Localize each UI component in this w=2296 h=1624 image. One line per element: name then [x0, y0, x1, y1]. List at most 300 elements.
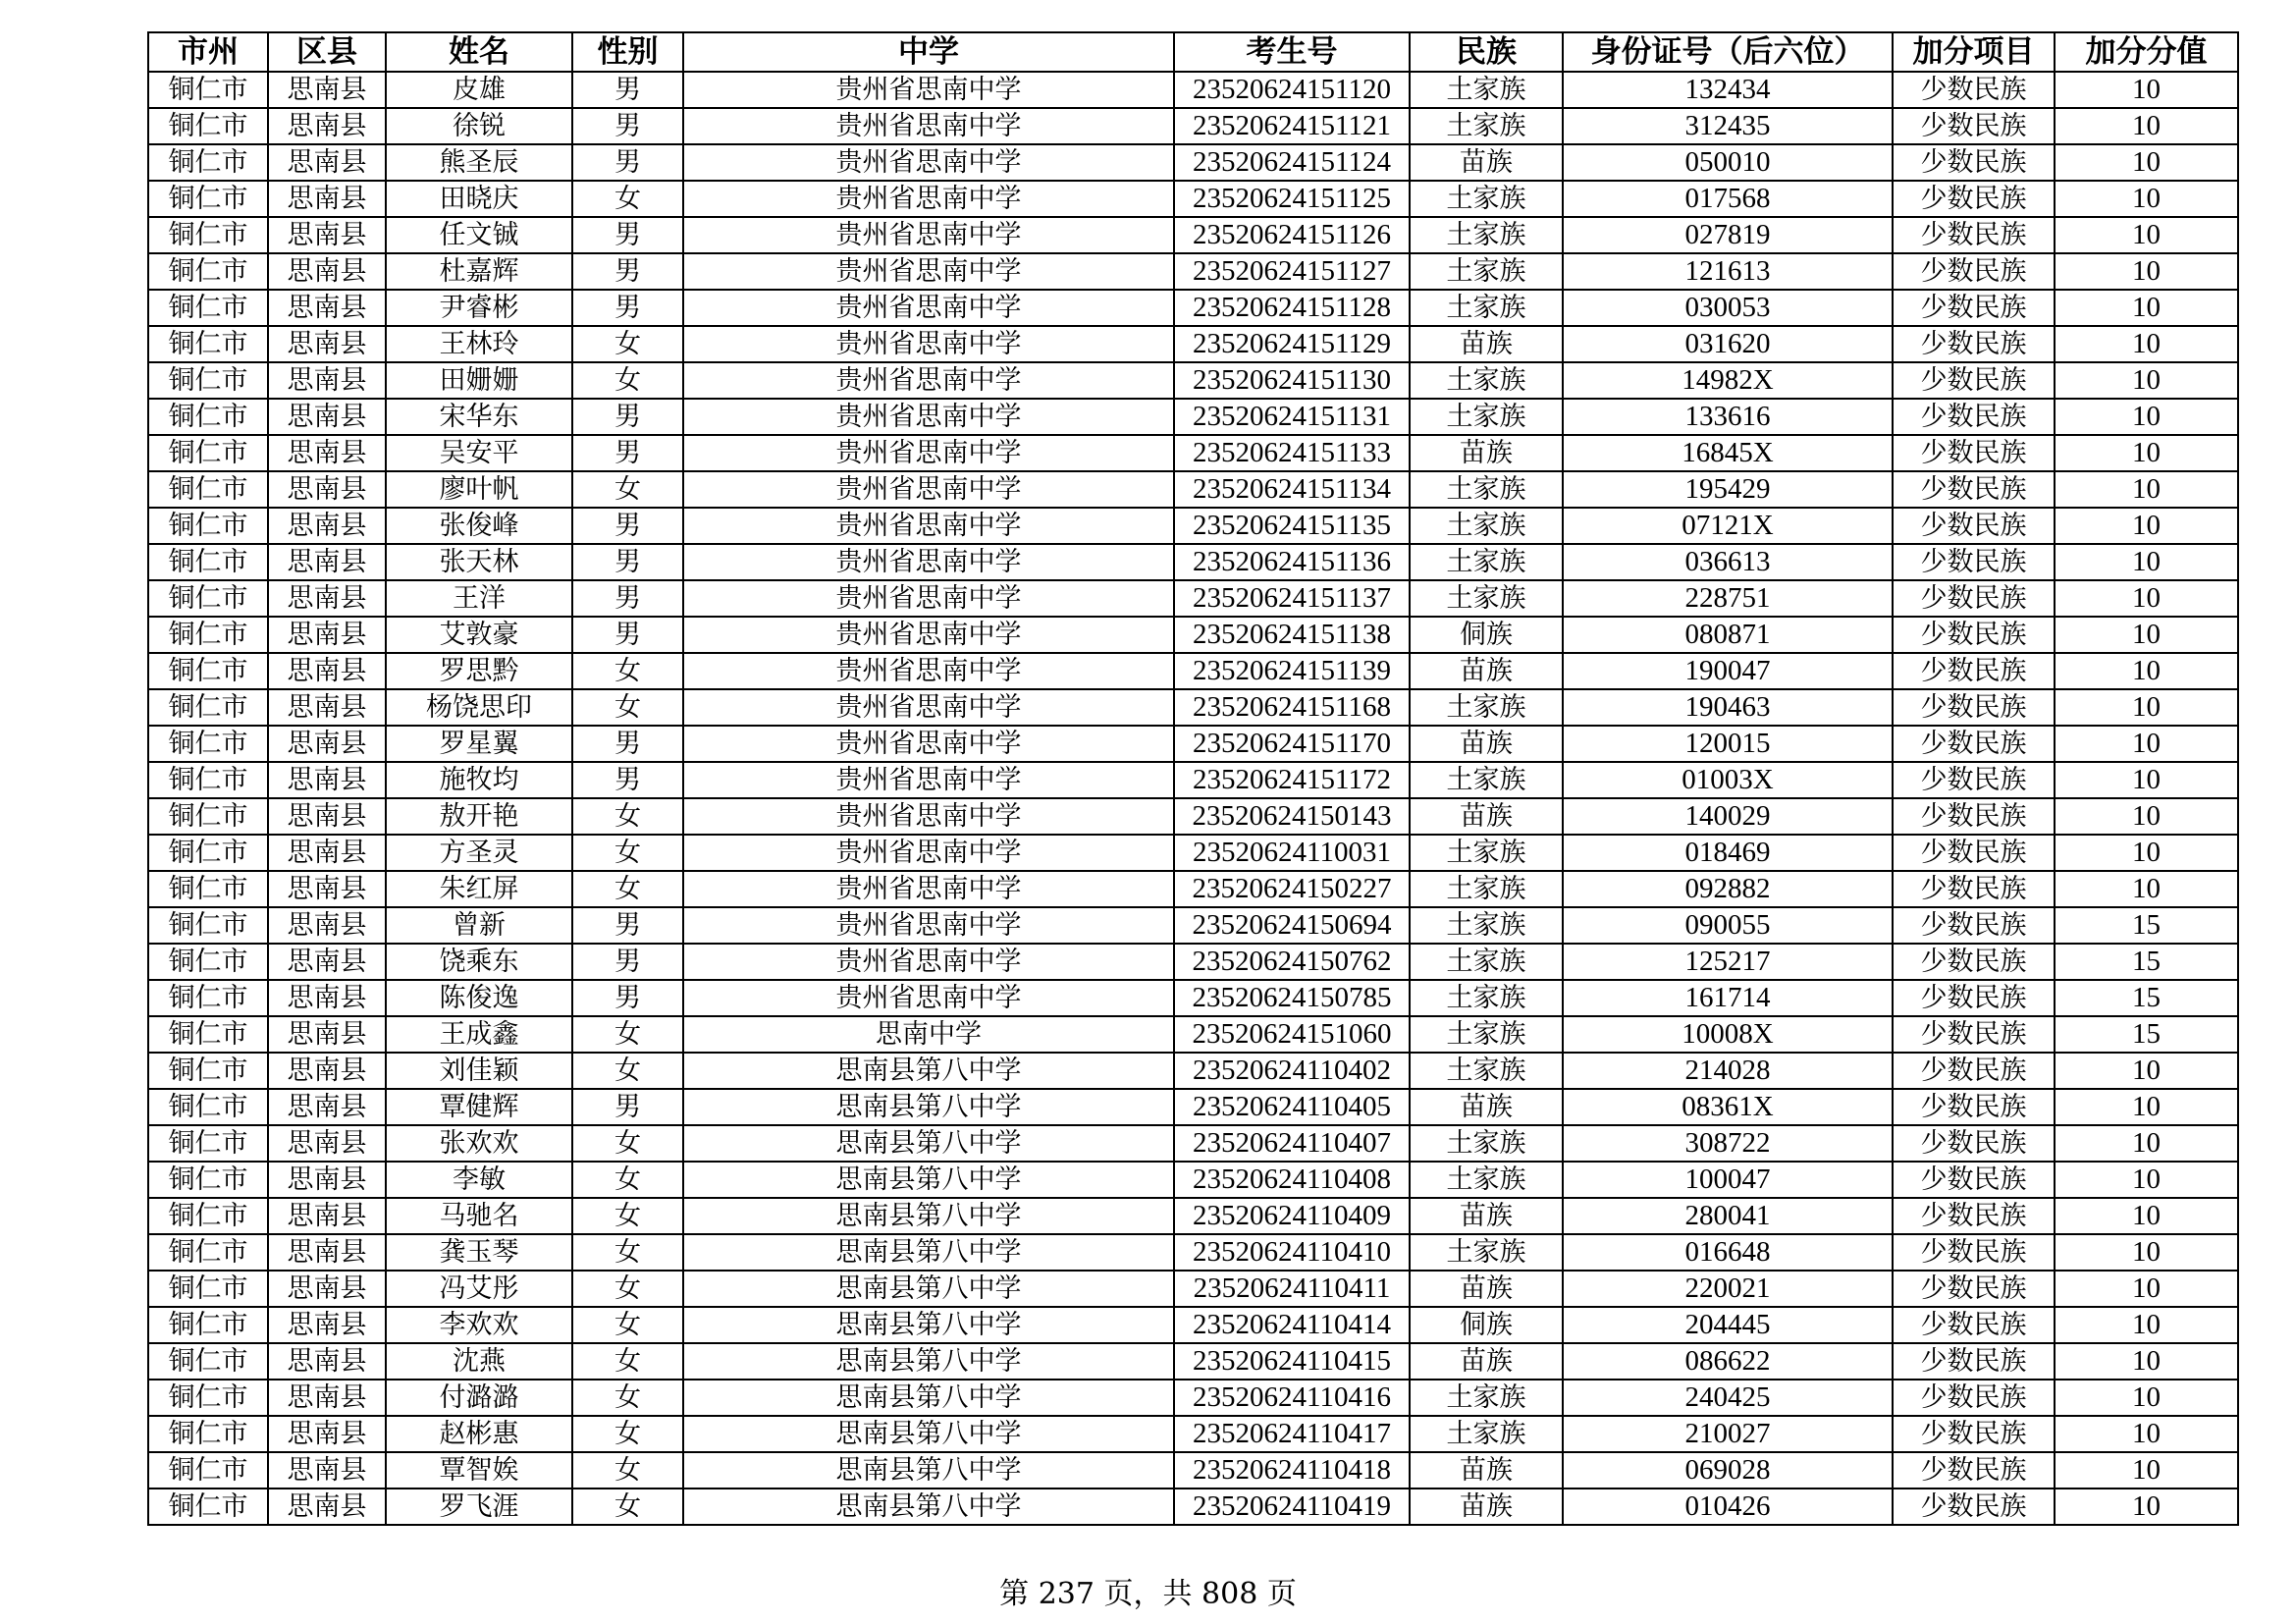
cell-ethnicity: 土家族 [1410, 1162, 1563, 1198]
cell-city: 铜仁市 [148, 1452, 268, 1489]
cell-exam-number: 23520624110405 [1174, 1089, 1410, 1125]
cell-exam-number: 23520624151134 [1174, 471, 1410, 508]
cell-bonus-value: 15 [2055, 944, 2238, 980]
cell-ethnicity: 土家族 [1410, 835, 1563, 871]
cell-bonus-item: 少数民族 [1893, 1162, 2055, 1198]
cell-bonus-item: 少数民族 [1893, 290, 2055, 326]
cell-id-last-six: 120015 [1563, 726, 1893, 762]
cell-id-last-six: 280041 [1563, 1198, 1893, 1234]
cell-school: 贵州省思南中学 [683, 762, 1174, 798]
table-row [148, 580, 2238, 617]
cell-bonus-value: 10 [2055, 726, 2238, 762]
cell-city: 铜仁市 [148, 1016, 268, 1053]
cell-bonus-value: 10 [2055, 508, 2238, 544]
cell-exam-number: 23520624151139 [1174, 653, 1410, 689]
cell-county: 思南县 [268, 290, 386, 326]
cell-city: 铜仁市 [148, 617, 268, 653]
table-row [148, 1162, 2238, 1198]
table-row [148, 508, 2238, 544]
cell-school: 贵州省思南中学 [683, 580, 1174, 617]
table-row [148, 435, 2238, 471]
cell-gender: 女 [572, 1234, 683, 1271]
cell-exam-number: 23520624151121 [1174, 108, 1410, 144]
cell-exam-number: 23520624110408 [1174, 1162, 1410, 1198]
cell-name: 赵彬惠 [386, 1416, 572, 1452]
cell-bonus-item: 少数民族 [1893, 1271, 2055, 1307]
cell-city: 铜仁市 [148, 1343, 268, 1380]
cell-id-last-six: 01003X [1563, 762, 1893, 798]
cell-name: 罗星翼 [386, 726, 572, 762]
cell-gender: 女 [572, 1198, 683, 1234]
cell-id-last-six: 16845X [1563, 435, 1893, 471]
cell-ethnicity: 苗族 [1410, 1452, 1563, 1489]
cell-bonus-item: 少数民族 [1893, 944, 2055, 980]
header-exam-number: 考生号 [1174, 32, 1410, 72]
cell-gender: 女 [572, 1452, 683, 1489]
cell-ethnicity: 土家族 [1410, 580, 1563, 617]
table-row [148, 1489, 2238, 1525]
cell-name: 王成鑫 [386, 1016, 572, 1053]
cell-city: 铜仁市 [148, 871, 268, 907]
cell-bonus-item: 少数民族 [1893, 762, 2055, 798]
cell-exam-number: 23520624151168 [1174, 689, 1410, 726]
cell-school: 思南县第八中学 [683, 1053, 1174, 1089]
cell-county: 思南县 [268, 1053, 386, 1089]
header-bonus-value: 加分分值 [2055, 32, 2238, 72]
cell-gender: 男 [572, 72, 683, 108]
cell-county: 思南县 [268, 689, 386, 726]
cell-ethnicity: 土家族 [1410, 689, 1563, 726]
cell-city: 铜仁市 [148, 144, 268, 181]
cell-name: 田姗姗 [386, 362, 572, 399]
cell-bonus-value: 10 [2055, 144, 2238, 181]
cell-gender: 女 [572, 1416, 683, 1452]
cell-exam-number: 23520624110419 [1174, 1489, 1410, 1525]
cell-county: 思南县 [268, 944, 386, 980]
cell-exam-number: 23520624151126 [1174, 217, 1410, 253]
cell-gender: 男 [572, 980, 683, 1016]
table-row [148, 326, 2238, 362]
cell-bonus-item: 少数民族 [1893, 362, 2055, 399]
cell-id-last-six: 080871 [1563, 617, 1893, 653]
cell-county: 思南县 [268, 907, 386, 944]
cell-ethnicity: 土家族 [1410, 1125, 1563, 1162]
cell-city: 铜仁市 [148, 1125, 268, 1162]
cell-gender: 女 [572, 871, 683, 907]
cell-ethnicity: 苗族 [1410, 144, 1563, 181]
cell-bonus-value: 10 [2055, 1125, 2238, 1162]
cell-name: 宋华东 [386, 399, 572, 435]
cell-ethnicity: 苗族 [1410, 1089, 1563, 1125]
cell-bonus-item: 少数民族 [1893, 689, 2055, 726]
cell-id-last-six: 10008X [1563, 1016, 1893, 1053]
cell-gender: 男 [572, 217, 683, 253]
cell-exam-number: 23520624150227 [1174, 871, 1410, 907]
cell-exam-number: 23520624151130 [1174, 362, 1410, 399]
cell-city: 铜仁市 [148, 72, 268, 108]
cell-bonus-item: 少数民族 [1893, 326, 2055, 362]
cell-id-last-six: 308722 [1563, 1125, 1893, 1162]
cell-gender: 女 [572, 181, 683, 217]
cell-exam-number: 23520624150143 [1174, 798, 1410, 835]
cell-county: 思南县 [268, 762, 386, 798]
cell-county: 思南县 [268, 1380, 386, 1416]
cell-bonus-item: 少数民族 [1893, 1198, 2055, 1234]
cell-name: 覃健辉 [386, 1089, 572, 1125]
cell-city: 铜仁市 [148, 399, 268, 435]
cell-id-last-six: 125217 [1563, 944, 1893, 980]
cell-id-last-six: 027819 [1563, 217, 1893, 253]
cell-id-last-six: 030053 [1563, 290, 1893, 326]
cell-exam-number: 23520624110407 [1174, 1125, 1410, 1162]
cell-county: 思南县 [268, 1307, 386, 1343]
cell-bonus-item: 少数民族 [1893, 1380, 2055, 1416]
cell-id-last-six: 195429 [1563, 471, 1893, 508]
table-row [148, 290, 2238, 326]
cell-bonus-value: 10 [2055, 181, 2238, 217]
cell-school: 贵州省思南中学 [683, 217, 1174, 253]
cell-bonus-value: 10 [2055, 1271, 2238, 1307]
cell-city: 铜仁市 [148, 689, 268, 726]
cell-school: 贵州省思南中学 [683, 253, 1174, 290]
cell-bonus-item: 少数民族 [1893, 181, 2055, 217]
cell-id-last-six: 240425 [1563, 1380, 1893, 1416]
cell-bonus-value: 10 [2055, 1162, 2238, 1198]
cell-bonus-item: 少数民族 [1893, 217, 2055, 253]
cell-name: 李欢欢 [386, 1307, 572, 1343]
cell-bonus-value: 10 [2055, 871, 2238, 907]
cell-id-last-six: 07121X [1563, 508, 1893, 544]
cell-exam-number: 23520624150785 [1174, 980, 1410, 1016]
cell-bonus-item: 少数民族 [1893, 1452, 2055, 1489]
cell-bonus-value: 10 [2055, 617, 2238, 653]
cell-gender: 男 [572, 508, 683, 544]
cell-ethnicity: 土家族 [1410, 72, 1563, 108]
cell-name: 张欢欢 [386, 1125, 572, 1162]
cell-city: 铜仁市 [148, 726, 268, 762]
cell-county: 思南县 [268, 508, 386, 544]
cell-id-last-six: 161714 [1563, 980, 1893, 1016]
cell-ethnicity: 土家族 [1410, 1380, 1563, 1416]
cell-exam-number: 23520624151170 [1174, 726, 1410, 762]
cell-city: 铜仁市 [148, 1416, 268, 1452]
cell-name: 田晓庆 [386, 181, 572, 217]
cell-school: 贵州省思南中学 [683, 617, 1174, 653]
table-row [148, 108, 2238, 144]
cell-county: 思南县 [268, 1452, 386, 1489]
cell-county: 思南县 [268, 980, 386, 1016]
cell-school: 贵州省思南中学 [683, 980, 1174, 1016]
cell-name: 王洋 [386, 580, 572, 617]
cell-gender: 女 [572, 326, 683, 362]
header-row [148, 32, 2238, 72]
cell-exam-number: 23520624110409 [1174, 1198, 1410, 1234]
cell-bonus-item: 少数民族 [1893, 798, 2055, 835]
cell-bonus-item: 少数民族 [1893, 435, 2055, 471]
cell-bonus-value: 10 [2055, 217, 2238, 253]
cell-county: 思南县 [268, 1125, 386, 1162]
cell-id-last-six: 133616 [1563, 399, 1893, 435]
cell-name: 施牧均 [386, 762, 572, 798]
header-city: 市州 [148, 32, 268, 72]
cell-bonus-value: 10 [2055, 1089, 2238, 1125]
cell-county: 思南县 [268, 181, 386, 217]
cell-county: 思南县 [268, 72, 386, 108]
table-row [148, 471, 2238, 508]
cell-name: 廖叶帆 [386, 471, 572, 508]
table-row [148, 1343, 2238, 1380]
cell-bonus-value: 10 [2055, 1053, 2238, 1089]
cell-bonus-value: 15 [2055, 1016, 2238, 1053]
cell-bonus-item: 少数民族 [1893, 1489, 2055, 1525]
cell-gender: 男 [572, 108, 683, 144]
cell-county: 思南县 [268, 1271, 386, 1307]
cell-school: 思南县第八中学 [683, 1271, 1174, 1307]
cell-id-last-six: 140029 [1563, 798, 1893, 835]
cell-ethnicity: 土家族 [1410, 181, 1563, 217]
cell-id-last-six: 069028 [1563, 1452, 1893, 1489]
cell-gender: 女 [572, 1125, 683, 1162]
cell-bonus-value: 10 [2055, 108, 2238, 144]
cell-id-last-six: 010426 [1563, 1489, 1893, 1525]
cell-gender: 女 [572, 689, 683, 726]
cell-ethnicity: 土家族 [1410, 290, 1563, 326]
cell-school: 思南中学 [683, 1016, 1174, 1053]
cell-exam-number: 23520624110414 [1174, 1307, 1410, 1343]
cell-school: 贵州省思南中学 [683, 944, 1174, 980]
table-row [148, 399, 2238, 435]
cell-exam-number: 23520624150762 [1174, 944, 1410, 980]
cell-bonus-item: 少数民族 [1893, 108, 2055, 144]
cell-county: 思南县 [268, 871, 386, 907]
header-gender: 性别 [572, 32, 683, 72]
cell-county: 思南县 [268, 108, 386, 144]
bonus-points-table [147, 31, 2239, 1526]
cell-bonus-value: 10 [2055, 689, 2238, 726]
cell-name: 敖开艳 [386, 798, 572, 835]
cell-ethnicity: 苗族 [1410, 435, 1563, 471]
cell-id-last-six: 100047 [1563, 1162, 1893, 1198]
cell-id-last-six: 312435 [1563, 108, 1893, 144]
cell-exam-number: 23520624110410 [1174, 1234, 1410, 1271]
cell-bonus-item: 少数民族 [1893, 253, 2055, 290]
table-row [148, 907, 2238, 944]
cell-school: 贵州省思南中学 [683, 544, 1174, 580]
cell-bonus-value: 10 [2055, 835, 2238, 871]
cell-city: 铜仁市 [148, 217, 268, 253]
cell-gender: 女 [572, 1343, 683, 1380]
cell-id-last-six: 204445 [1563, 1307, 1893, 1343]
cell-county: 思南县 [268, 144, 386, 181]
cell-bonus-item: 少数民族 [1893, 471, 2055, 508]
cell-gender: 女 [572, 471, 683, 508]
cell-bonus-item: 少数民族 [1893, 617, 2055, 653]
cell-bonus-item: 少数民族 [1893, 980, 2055, 1016]
cell-bonus-value: 10 [2055, 435, 2238, 471]
cell-ethnicity: 土家族 [1410, 871, 1563, 907]
cell-city: 铜仁市 [148, 944, 268, 980]
cell-ethnicity: 苗族 [1410, 653, 1563, 689]
cell-ethnicity: 土家族 [1410, 508, 1563, 544]
cell-city: 铜仁市 [148, 253, 268, 290]
table-row [148, 1380, 2238, 1416]
cell-city: 铜仁市 [148, 1380, 268, 1416]
table-row [148, 253, 2238, 290]
cell-exam-number: 23520624150694 [1174, 907, 1410, 944]
cell-school: 思南县第八中学 [683, 1343, 1174, 1380]
cell-school: 贵州省思南中学 [683, 508, 1174, 544]
cell-ethnicity: 苗族 [1410, 326, 1563, 362]
cell-county: 思南县 [268, 1416, 386, 1452]
header-name: 姓名 [386, 32, 572, 72]
cell-school: 贵州省思南中学 [683, 726, 1174, 762]
cell-city: 铜仁市 [148, 762, 268, 798]
cell-ethnicity: 土家族 [1410, 544, 1563, 580]
cell-ethnicity: 土家族 [1410, 362, 1563, 399]
table-row [148, 544, 2238, 580]
cell-gender: 女 [572, 1271, 683, 1307]
cell-school: 贵州省思南中学 [683, 435, 1174, 471]
table-row [148, 944, 2238, 980]
cell-id-last-six: 031620 [1563, 326, 1893, 362]
header-school: 中学 [683, 32, 1174, 72]
cell-school: 贵州省思南中学 [683, 471, 1174, 508]
table-row [148, 1307, 2238, 1343]
cell-school: 思南县第八中学 [683, 1307, 1174, 1343]
cell-bonus-item: 少数民族 [1893, 580, 2055, 617]
cell-bonus-value: 10 [2055, 1343, 2238, 1380]
cell-bonus-value: 15 [2055, 980, 2238, 1016]
cell-county: 思南县 [268, 253, 386, 290]
cell-school: 思南县第八中学 [683, 1125, 1174, 1162]
table-row [148, 181, 2238, 217]
cell-gender: 女 [572, 835, 683, 871]
cell-city: 铜仁市 [148, 508, 268, 544]
cell-id-last-six: 018469 [1563, 835, 1893, 871]
table-row [148, 1089, 2238, 1125]
table-row [148, 1452, 2238, 1489]
cell-ethnicity: 土家族 [1410, 980, 1563, 1016]
cell-id-last-six: 228751 [1563, 580, 1893, 617]
cell-bonus-item: 少数民族 [1893, 1416, 2055, 1452]
cell-school: 思南县第八中学 [683, 1489, 1174, 1525]
header-ethnicity: 民族 [1410, 32, 1563, 72]
cell-name: 沈燕 [386, 1343, 572, 1380]
cell-ethnicity: 苗族 [1410, 1271, 1563, 1307]
cell-name: 罗飞涯 [386, 1489, 572, 1525]
cell-bonus-item: 少数民族 [1893, 1125, 2055, 1162]
cell-id-last-six: 090055 [1563, 907, 1893, 944]
cell-school: 贵州省思南中学 [683, 72, 1174, 108]
cell-name: 王林玲 [386, 326, 572, 362]
cell-id-last-six: 121613 [1563, 253, 1893, 290]
table-row [148, 1234, 2238, 1271]
cell-bonus-item: 少数民族 [1893, 653, 2055, 689]
cell-name: 冯艾彤 [386, 1271, 572, 1307]
cell-gender: 女 [572, 1016, 683, 1053]
cell-gender: 男 [572, 907, 683, 944]
cell-county: 思南县 [268, 653, 386, 689]
cell-gender: 男 [572, 580, 683, 617]
cell-school: 贵州省思南中学 [683, 871, 1174, 907]
cell-bonus-item: 少数民族 [1893, 1234, 2055, 1271]
cell-ethnicity: 土家族 [1410, 399, 1563, 435]
cell-city: 铜仁市 [148, 907, 268, 944]
cell-name: 艾敦豪 [386, 617, 572, 653]
cell-city: 铜仁市 [148, 1162, 268, 1198]
cell-school: 思南县第八中学 [683, 1198, 1174, 1234]
cell-name: 李敏 [386, 1162, 572, 1198]
cell-id-last-six: 086622 [1563, 1343, 1893, 1380]
cell-gender: 男 [572, 544, 683, 580]
cell-city: 铜仁市 [148, 1053, 268, 1089]
table-row [148, 362, 2238, 399]
cell-gender: 女 [572, 1162, 683, 1198]
cell-exam-number: 23520624110415 [1174, 1343, 1410, 1380]
cell-bonus-value: 10 [2055, 1416, 2238, 1452]
cell-exam-number: 23520624151125 [1174, 181, 1410, 217]
cell-ethnicity: 苗族 [1410, 798, 1563, 835]
cell-id-last-six: 017568 [1563, 181, 1893, 217]
cell-county: 思南县 [268, 1343, 386, 1380]
cell-name: 朱红屏 [386, 871, 572, 907]
cell-bonus-item: 少数民族 [1893, 871, 2055, 907]
cell-county: 思南县 [268, 617, 386, 653]
cell-ethnicity: 苗族 [1410, 1198, 1563, 1234]
cell-school: 贵州省思南中学 [683, 907, 1174, 944]
cell-name: 张俊峰 [386, 508, 572, 544]
table-row [148, 1016, 2238, 1053]
cell-bonus-item: 少数民族 [1893, 72, 2055, 108]
cell-city: 铜仁市 [148, 835, 268, 871]
cell-bonus-value: 10 [2055, 544, 2238, 580]
cell-city: 铜仁市 [148, 1089, 268, 1125]
cell-gender: 男 [572, 399, 683, 435]
cell-exam-number: 23520624110416 [1174, 1380, 1410, 1416]
cell-name: 皮雄 [386, 72, 572, 108]
table-row [148, 1198, 2238, 1234]
cell-bonus-item: 少数民族 [1893, 835, 2055, 871]
cell-gender: 男 [572, 726, 683, 762]
table-row [148, 144, 2238, 181]
cell-name: 尹睿彬 [386, 290, 572, 326]
cell-school: 贵州省思南中学 [683, 689, 1174, 726]
cell-exam-number: 23520624151128 [1174, 290, 1410, 326]
cell-id-last-six: 016648 [1563, 1234, 1893, 1271]
cell-exam-number: 23520624151135 [1174, 508, 1410, 544]
cell-gender: 女 [572, 1053, 683, 1089]
cell-city: 铜仁市 [148, 471, 268, 508]
cell-id-last-six: 220021 [1563, 1271, 1893, 1307]
cell-bonus-item: 少数民族 [1893, 544, 2055, 580]
cell-bonus-item: 少数民族 [1893, 508, 2055, 544]
cell-city: 铜仁市 [148, 1271, 268, 1307]
cell-city: 铜仁市 [148, 1234, 268, 1271]
cell-city: 铜仁市 [148, 435, 268, 471]
table-row [148, 762, 2238, 798]
cell-name: 杨饶思印 [386, 689, 572, 726]
cell-county: 思南县 [268, 217, 386, 253]
cell-ethnicity: 土家族 [1410, 944, 1563, 980]
cell-name: 付潞潞 [386, 1380, 572, 1416]
table-row [148, 835, 2238, 871]
cell-exam-number: 23520624110031 [1174, 835, 1410, 871]
cell-exam-number: 23520624151136 [1174, 544, 1410, 580]
cell-ethnicity: 土家族 [1410, 217, 1563, 253]
cell-ethnicity: 土家族 [1410, 1416, 1563, 1452]
cell-bonus-value: 10 [2055, 326, 2238, 362]
cell-school: 贵州省思南中学 [683, 399, 1174, 435]
